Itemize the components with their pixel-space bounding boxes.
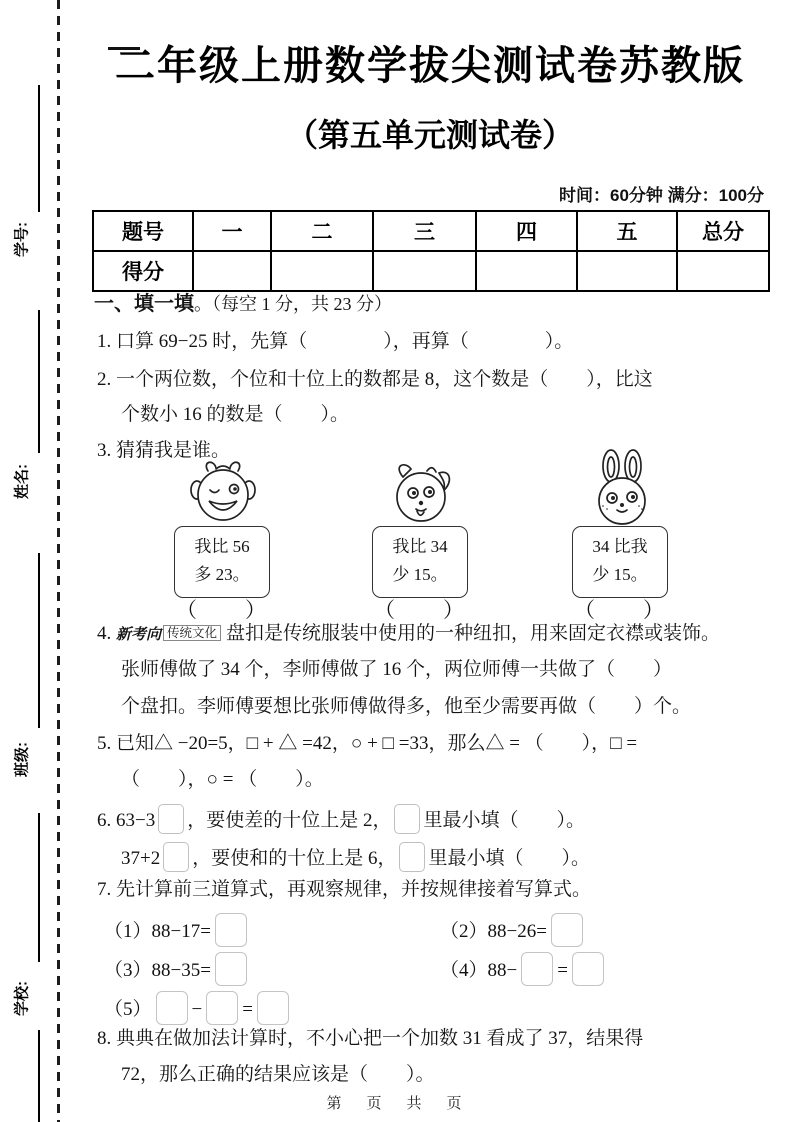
school-label: 学校:	[13, 981, 31, 1016]
question-7-item-1	[104, 913, 251, 947]
bubble-text: 我比 56	[194, 537, 250, 556]
question-7-expression: （1）88−17=	[104, 921, 211, 942]
exam-meta: 时间：60分钟 满分：100分	[559, 186, 764, 205]
score-header-cell: 二	[271, 211, 373, 251]
answer-box	[551, 913, 583, 947]
equals-sign: =	[557, 960, 568, 981]
question-7-expression: （4）88−	[440, 960, 518, 981]
tradition-culture-badge: 传统文化	[163, 625, 221, 641]
question-4-line2: 张师傅做了 34 个，李师傅做了 16 个，两位师傅一共做了（ ）	[121, 659, 673, 680]
speech-bubble-dog	[372, 526, 468, 598]
question-6-line1	[97, 804, 585, 834]
question-7-item-2	[440, 913, 587, 947]
question-7-heading: 7. 先计算前三道算式，再观察规律，并按规律接着写算式。	[97, 879, 592, 900]
answer-box	[521, 952, 553, 986]
speech-bubble-goat	[174, 526, 270, 598]
score-cell	[373, 251, 476, 291]
answer-box	[215, 913, 247, 947]
score-header-cell: 一	[193, 211, 271, 251]
bubble-text: 多 23。	[194, 565, 250, 584]
answer-box	[572, 952, 604, 986]
goat-icon	[184, 457, 262, 527]
question-2-line1: 2. 一个两位数，个位和十位上的数都是 8，这个数是（ ），比这	[97, 369, 653, 390]
question-6-text: ，要使和的十位上是 6，	[192, 848, 397, 869]
question-5-line2: （ ），○ = （ ）。	[121, 769, 324, 790]
question-5-line1: 5. 已知△ −20=5，□ + △ =42，○ + □ =33，那么△ = （ ），□ =	[97, 733, 638, 754]
section-one-heading	[94, 292, 392, 317]
class-blank-line	[38, 553, 40, 728]
question-7-expression: （2）88−26=	[440, 921, 547, 942]
page-subtitle: （第五单元测试卷）	[285, 117, 574, 153]
bubble-text: 少 15。	[392, 565, 448, 584]
question-7-expression: （3）88−35=	[104, 960, 211, 981]
score-header-cell: 总分	[677, 211, 769, 251]
score-cell	[577, 251, 677, 291]
question-6-text: ，要使差的十位上是 2，	[187, 810, 392, 831]
score-cell	[193, 251, 271, 291]
score-cell	[677, 251, 769, 291]
question-6-text: 37+2	[121, 848, 161, 869]
answer-blank: （ ）	[374, 598, 466, 622]
question-6-text: 里最小填（ ）。	[423, 810, 585, 831]
rabbit-icon	[583, 448, 661, 527]
question-1: 1. 口算 69−25 时，先算（ ），再算（ ）。	[97, 331, 574, 352]
score-cell	[271, 251, 373, 291]
name-label: 姓名:	[13, 464, 31, 499]
bubble-text: 我比 34	[392, 537, 448, 556]
dog-icon	[383, 459, 461, 527]
class-label: 班级:	[13, 742, 31, 777]
bubble-text: 34 比我	[592, 537, 648, 556]
question-7-item-3	[104, 952, 251, 986]
question-4-text: 盘扣是传统服装中使用的一种纽扣，用来固定衣襟或装饰。	[226, 623, 721, 644]
answer-box	[158, 804, 184, 834]
answer-box	[399, 842, 425, 872]
answer-box	[215, 952, 247, 986]
equals-sign: =	[242, 999, 253, 1020]
section-one-title: 一、填一填	[94, 293, 194, 315]
question-8-line2: 72，那么正确的结果应该是（ ）。	[121, 1064, 435, 1085]
score-table-score-row	[93, 251, 769, 291]
question-3: 3. 猜猜我是谁。	[97, 440, 231, 461]
score-header-cell: 题号	[93, 211, 193, 251]
score-header-cell: 五	[577, 211, 677, 251]
answer-box	[206, 991, 238, 1025]
name-blank-line	[38, 310, 40, 453]
answer-box	[257, 991, 289, 1025]
question-6-text: 里最小填（ ）。	[428, 848, 590, 869]
answer-blank: （ ）	[176, 598, 268, 622]
student-id-label: 学号:	[13, 222, 31, 257]
score-row-label: 得分	[93, 251, 193, 291]
answer-blank: （ ）	[574, 598, 666, 622]
page-title: 二年级上册数学拔尖测试卷苏教版	[115, 44, 745, 88]
answer-box	[156, 991, 188, 1025]
question-6-line2	[121, 842, 590, 872]
score-cell	[476, 251, 577, 291]
question-2-line2: 个数小 16 的数是（ ）。	[121, 404, 350, 425]
answer-box	[163, 842, 189, 872]
score-table	[92, 210, 770, 292]
question-8-line1: 8. 典典在做加法计算时，不小心把一个加数 31 看成了 37，结果得	[97, 1028, 644, 1049]
section-one-note: 。（每空 1 分，共 23 分）	[194, 294, 392, 314]
bubble-text: 少 15。	[592, 565, 648, 584]
minus-sign: −	[191, 999, 203, 1020]
score-header-cell: 四	[476, 211, 577, 251]
score-table-header-row	[93, 211, 769, 251]
question-7-expression: （5）	[104, 999, 152, 1020]
footer-page-label: 第 页 共 页	[326, 1096, 467, 1112]
speech-bubble-rabbit	[572, 526, 668, 598]
score-header-cell: 三	[373, 211, 476, 251]
question-7-item-4	[440, 952, 608, 986]
question-6-text: 6. 63−3	[97, 810, 156, 831]
question-7-item-5	[104, 991, 293, 1025]
school-blank-line	[38, 813, 40, 962]
question-4-number: 4.	[97, 623, 112, 644]
question-4-line3: 个盘扣。李师傅要想比张师傅做得多，他至少需要再做（ ）个。	[121, 696, 692, 717]
new-topic-badge: 新考向	[116, 626, 162, 643]
answer-box	[394, 804, 420, 834]
question-4-line1	[97, 621, 720, 647]
student-id-blank-line	[38, 85, 40, 212]
fold-dashed-line	[57, 0, 60, 1122]
